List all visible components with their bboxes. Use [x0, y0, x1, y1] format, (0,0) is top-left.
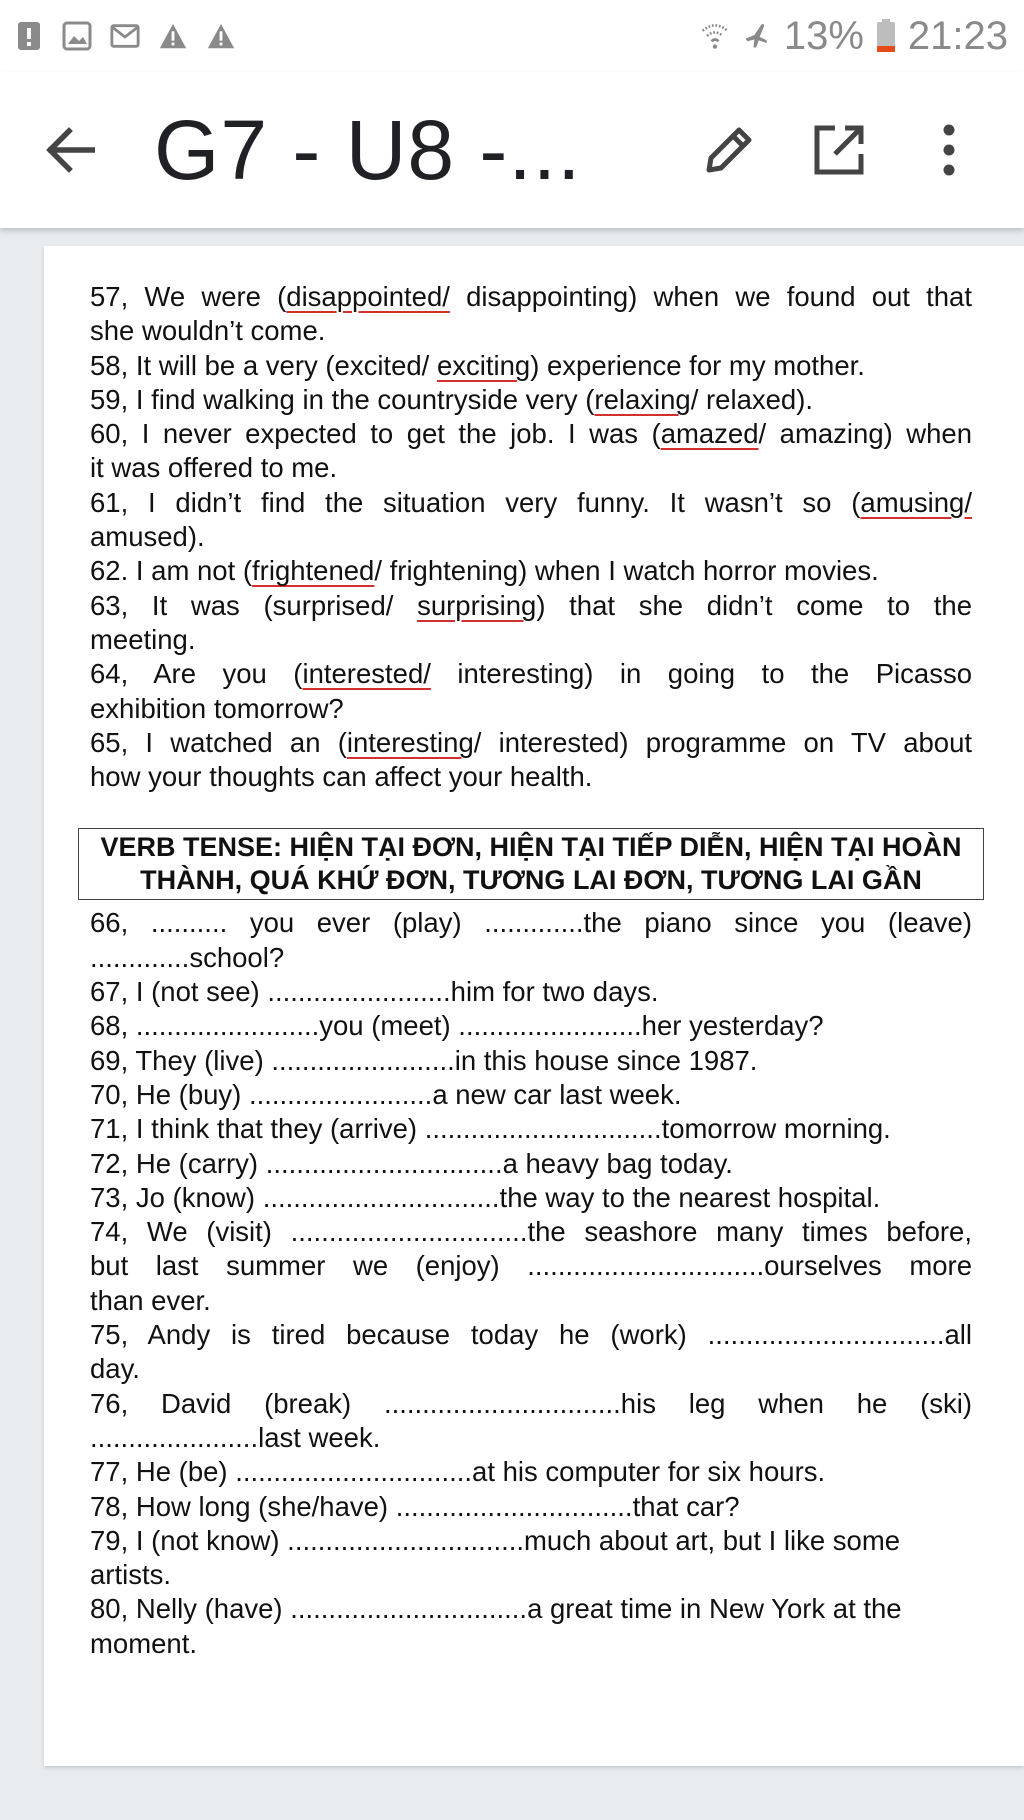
- line-text: 64, Are you (: [90, 658, 303, 690]
- line-text: interesting) in going to the Picasso: [430, 658, 972, 690]
- more-vert-icon: [939, 122, 959, 178]
- line-text: meeting.: [90, 623, 196, 655]
- line-text: 59, I find walking in the countryside very (: [90, 383, 595, 415]
- battery-percent: 13%: [783, 13, 864, 58]
- exercise-line: artists.: [90, 1559, 171, 1591]
- line-text: how your thoughts can affect your health.: [90, 761, 593, 793]
- exercise-line: 73, Jo (know) ...............................the way to the nearest hospital.: [90, 1181, 881, 1213]
- document-content: [90, 280, 972, 1661]
- edit-button[interactable]: [694, 115, 764, 185]
- line-text: 60, I never expected to get the job. I was (: [90, 418, 661, 450]
- line-text: exhibition tomorrow?: [90, 692, 344, 724]
- line-text: she wouldn’t come.: [90, 315, 326, 347]
- verb-tense-exercises: [90, 906, 972, 1661]
- exercise-line: 75, Andy is tired because today he (work) ...............................all: [90, 1319, 972, 1351]
- line-text: 58, It will be a very (excited/: [90, 349, 437, 381]
- exercise-line: [90, 417, 972, 451]
- exercise-line: 79, I (not know) ...............................much about art, but I like some: [90, 1524, 901, 1556]
- back-button[interactable]: [30, 110, 110, 190]
- status-bar: [0, 0, 1024, 72]
- section-heading: VERB TENSE: HIỆN TẠI ĐƠN, HIỆN TẠI TIẾP DIỄN, HIỆN TẠI HOÀN THÀNH, QUÁ KHỨ ĐƠN, TƯƠNG LAI ĐƠN, TƯƠNG LAI GẦN: [78, 828, 984, 900]
- line-text: 61, I didn’t find the situation very funny. It wasn’t so (: [90, 486, 861, 518]
- underlined-answer: amazed: [660, 418, 759, 450]
- line-text: 57, We were (: [90, 281, 287, 312]
- open-external-button[interactable]: [804, 115, 874, 185]
- battery-icon: [876, 19, 896, 53]
- underlined-answer: relaxing: [594, 383, 691, 415]
- exercise-line: 67, I (not see) ........................him for two days.: [90, 976, 659, 1008]
- underlined-answer: exciting: [436, 349, 531, 381]
- exercise-line: [90, 451, 972, 485]
- alert-icon: [14, 21, 44, 51]
- wifi-icon: [700, 21, 730, 51]
- edit-pencil-icon: [701, 122, 757, 178]
- underlined-answer: interested/: [302, 658, 431, 690]
- line-text: / relaxed).: [690, 383, 814, 415]
- exercise-line: 71, I think that they (arrive) ...............................tomorrow morning.: [90, 1113, 891, 1145]
- document-title: G7 - U8 -...: [154, 102, 582, 197]
- exercise-line: [90, 554, 972, 588]
- exercise-line: [90, 520, 972, 554]
- clock: 21:23: [907, 13, 1008, 58]
- warning-icon: [206, 21, 236, 51]
- line-text: / amazing) when: [758, 418, 973, 450]
- exercise-line: day.: [90, 1353, 140, 1385]
- app-bar: [0, 72, 1024, 228]
- exercise-line: [90, 314, 972, 348]
- more-options-button[interactable]: [914, 115, 984, 185]
- underlined-answer: interesting: [346, 726, 474, 758]
- exercise-line: moment.: [90, 1627, 197, 1659]
- exercise-line: 69, They (live) ........................in this house since 1987.: [90, 1044, 758, 1076]
- airplane-icon: [742, 21, 772, 51]
- exercise-line: 72, He (carry) ...............................a heavy bag today.: [90, 1147, 733, 1179]
- line-text: ) that she didn’t come to the: [536, 589, 972, 621]
- exercise-line: [90, 657, 972, 691]
- exercise-line: [90, 349, 972, 383]
- line-text: it was offered to me.: [90, 452, 338, 484]
- line-text: / interested) programme on TV about: [473, 726, 973, 758]
- underlined-answer: surprising: [417, 589, 537, 621]
- gmail-icon: [110, 21, 140, 51]
- exercise-line: [90, 623, 972, 657]
- adjective-exercises: [90, 280, 972, 794]
- line-text: 65, I watched an (: [90, 726, 347, 758]
- image-icon: [62, 21, 92, 51]
- exercise-line: than ever.: [90, 1284, 211, 1316]
- exercise-line: 68, ........................you (meet) ........................her yesterday?: [90, 1010, 824, 1042]
- exercise-line: 77, He (be) ...............................at his computer for six hours.: [90, 1456, 826, 1488]
- exercise-line: 78, How long (she/have) ...............................that car?: [90, 1490, 740, 1522]
- exercise-line: [90, 760, 972, 794]
- exercise-line: [90, 589, 972, 623]
- app-bar-actions: [694, 115, 1024, 185]
- exercise-line: 74, We (visit) ...............................the seashore many times before,: [90, 1216, 972, 1248]
- exercise-line: [90, 383, 972, 417]
- open-external-icon: [811, 122, 867, 178]
- underlined-answer: disappointed/: [286, 281, 450, 312]
- line-text: 63, It was (surprised/: [90, 589, 418, 621]
- back-arrow-icon: [45, 127, 95, 173]
- exercise-line: .............school?: [90, 941, 285, 973]
- underlined-answer: frightened: [252, 555, 375, 587]
- system-status: [700, 14, 1024, 59]
- line-text: 62. I am not (: [90, 555, 253, 587]
- exercise-line: [90, 692, 972, 726]
- line-text: disappointing) when we found out that: [449, 281, 972, 312]
- line-text: ) experience for my mother.: [530, 349, 865, 381]
- exercise-line: but last summer we (enjoy) ...............................ourselves more: [90, 1250, 972, 1282]
- exercise-line: 70, He (buy) ........................a new car last week.: [90, 1078, 682, 1110]
- line-text: amused).: [90, 521, 205, 553]
- document-page[interactable]: [44, 246, 1024, 1766]
- warning-icon: [158, 21, 188, 51]
- line-text: / frightening) when I watch horror movies.: [374, 555, 879, 587]
- exercise-line: 76, David (break) ...............................his leg when he (ski): [90, 1387, 972, 1419]
- exercise-line: [90, 726, 972, 760]
- underlined-answer: amusing/: [860, 486, 972, 518]
- exercise-line: [90, 280, 972, 314]
- notification-icons: [0, 21, 236, 51]
- exercise-line: [90, 486, 972, 520]
- exercise-line: 80, Nelly (have) ...............................a great time in New York at the: [90, 1593, 902, 1625]
- exercise-line: 66, .......... you ever (play) .............the piano since you (leave): [90, 907, 972, 939]
- exercise-line: ......................last week.: [90, 1421, 381, 1453]
